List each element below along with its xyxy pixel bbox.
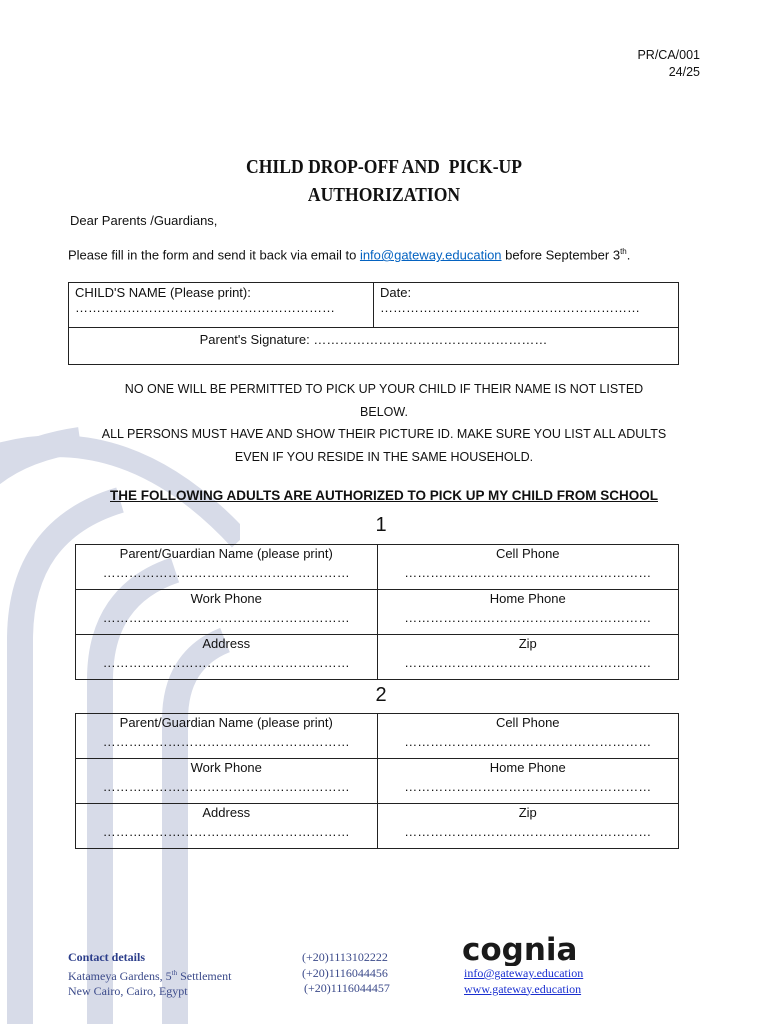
child-info-table [68,282,679,365]
field-dots: ………………………………………………… [404,655,652,670]
address-line-1-sup: th [171,968,178,977]
adult1-zip-cell[interactable] [377,635,679,680]
adult2-work-phone-cell[interactable] [76,759,378,804]
field-label: Home Phone [489,760,566,775]
adult-number-2: 2 [375,684,387,706]
instruction-end: . [626,247,631,263]
field-dots: ………………………………………………… [404,610,652,625]
title-line-2: AUTHORIZATION [307,184,461,206]
date-label: Date: [380,285,412,300]
field-label: Cell Phone [495,715,560,730]
adult2-zip-cell[interactable] [377,804,679,849]
adult2-home-phone-cell[interactable] [377,759,679,804]
field-label: Home Phone [489,591,566,606]
field-dots: ………………………………………………… [102,655,350,670]
footer-website-link[interactable]: www.gateway.education [464,981,582,996]
phone-2: (+20)1116044456 [302,965,388,980]
child-name-dots: …………………………………………………… [75,300,335,315]
instruction-before: Please fill in the form and send it back via email to [68,247,360,263]
field-label: Address [202,805,251,820]
adult2-address-cell[interactable] [76,804,378,849]
adult1-work-phone-cell[interactable] [76,590,378,635]
instruction-text [68,247,630,262]
adult1-name-cell[interactable] [76,545,378,590]
field-label: Parent/Guardian Name (please print) [119,715,333,730]
title-line-1: CHILD DROP-OFF AND PICK-UP [245,156,523,178]
child-name-cell[interactable] [69,283,374,328]
field-dots: ………………………………………………… [404,734,652,749]
adult1-home-phone-cell[interactable] [377,590,679,635]
field-dots: ………………………………………………… [102,824,350,839]
date-dots: …………………………………………………… [380,300,640,315]
phone-1: (+20)1113102222 [302,950,388,964]
logo-text: cognia [462,932,578,966]
footer-phones [302,950,390,997]
field-dots: ………………………………………………… [404,824,652,839]
form-title [46,153,722,209]
footer-email-link[interactable]: info@gateway.education [464,966,584,980]
field-label: Cell Phone [495,546,560,561]
field-dots: ………………………………………………… [102,565,350,580]
adult-table-1 [75,544,679,680]
adult2-name-cell[interactable] [76,714,378,759]
field-label: Zip [518,636,537,651]
signature-cell[interactable] [69,328,679,365]
date-cell[interactable] [374,283,679,328]
field-dots: ………………………………………………… [102,734,350,749]
address-line-2: New Cairo, Cairo, Egypt [68,984,188,998]
document-reference [637,47,700,81]
cognia-logo [462,932,602,966]
doc-code: PR/CA/001 [637,48,700,62]
notice-line-2: BELOW. [360,404,408,419]
authorized-adults-heading: THE FOLLOWING ADULTS ARE AUTHORIZED TO PICK UP MY CHILD FROM SCHOOL [110,488,658,503]
instruction-email-link[interactable]: info@gateway.education [359,247,502,263]
pickup-notice [68,378,700,468]
instruction-sup: th [620,247,627,256]
notice-line-4: EVEN IF YOU RESIDE IN THE SAME HOUSEHOLD. [234,449,534,464]
contact-title: Contact details [68,950,145,964]
adult-number-1: 1 [375,514,387,536]
footer-links [464,966,583,997]
address-line-1-b: Settlement [177,968,232,983]
address-line-1-a: Katameya Gardens, 5 [68,968,172,983]
notice-line-1: NO ONE WILL BE PERMITTED TO PICK UP YOUR CHILD IF THEIR NAME IS NOT LISTED [124,382,644,396]
signature-label: Parent's Signature: ……………………………………………… [199,332,548,347]
adult1-address-cell[interactable] [76,635,378,680]
address-line-1 [68,969,231,983]
field-label: Address [202,636,251,651]
field-label: Work Phone [190,760,262,775]
field-dots: ………………………………………………… [404,779,652,794]
greeting: Dear Parents /Guardians, [70,213,218,228]
field-label: Parent/Guardian Name (please print) [119,546,333,561]
field-label: Work Phone [190,591,262,606]
child-name-label: CHILD'S NAME (Please print): [75,285,251,300]
field-dots: ………………………………………………… [102,610,350,625]
doc-year: 24/25 [668,65,700,79]
adult1-cell-phone-cell[interactable] [377,545,679,590]
field-dots: ………………………………………………… [404,565,652,580]
phone-3: (+20)1116044457 [304,981,390,995]
field-dots: ………………………………………………… [102,779,350,794]
footer-contact [68,950,231,1000]
instruction-after: before September 3 [501,247,621,263]
adult-table-2 [75,713,679,849]
field-label: Zip [518,805,537,820]
notice-line-3: ALL PERSONS MUST HAVE AND SHOW THEIR PICTURE ID. MAKE SURE YOU LIST ALL ADULTS [101,427,667,441]
adult2-cell-phone-cell[interactable] [377,714,679,759]
